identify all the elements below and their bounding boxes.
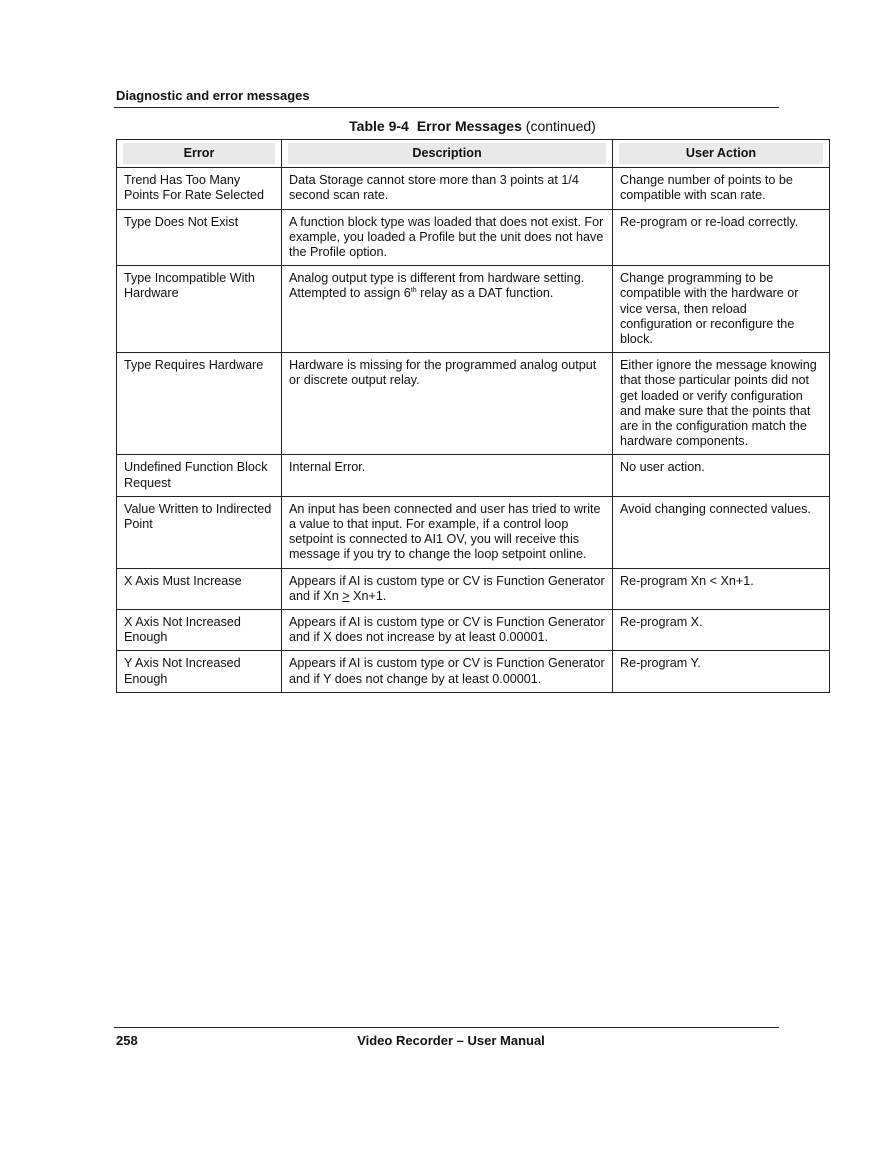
description-cell: Appears if AI is custom type or CV is Function Generator and if Y does not change by at least 0.00001.	[282, 651, 613, 692]
description-cell: Appears if AI is custom type or CV is Function Generator and if X does not increase by at least 0.00001.	[282, 610, 613, 651]
user-action-cell: Re-program Xn < Xn+1.	[613, 568, 830, 609]
table-caption-label: Table 9-4	[349, 118, 409, 134]
table-row	[117, 455, 830, 496]
section-header: Diagnostic and error messages	[116, 88, 310, 103]
user-action-cell: Re-program X.	[613, 610, 830, 651]
user-action-cell: Re-program Y.	[613, 651, 830, 692]
column-header-user-action: User Action	[613, 140, 830, 168]
table-caption-title: Error Messages	[416, 118, 522, 134]
user-action-cell: Avoid changing connected values.	[613, 496, 830, 568]
ordinal-superscript: th	[410, 287, 417, 295]
user-action-cell: Change number of points to be compatible with scan rate.	[613, 168, 830, 209]
error-cell: Undefined Function Block Request	[117, 455, 282, 496]
table-row	[117, 568, 830, 609]
error-cell: X Axis Must Increase	[117, 568, 282, 609]
table-caption-suffix: (continued)	[525, 118, 596, 134]
user-action-cell: No user action.	[613, 455, 830, 496]
table-row	[117, 168, 830, 209]
table-header-row	[117, 140, 830, 168]
error-cell: Value Written to Indirected Point	[117, 496, 282, 568]
error-cell: X Axis Not Increased Enough	[117, 610, 282, 651]
header-divider	[114, 107, 779, 108]
error-cell: Trend Has Too Many Points For Rate Selected	[117, 168, 282, 209]
user-action-cell: Either ignore the message knowing that those particular points did not get loaded or verify configuration and make sure that the points that are in the configuration match the hardware components.	[613, 353, 830, 455]
description-cell: Appears if AI is custom type or CV is Function Generator and if Xn > Xn+1.	[282, 568, 613, 609]
table-row	[117, 610, 830, 651]
error-cell: Y Axis Not Increased Enough	[117, 651, 282, 692]
description-cell: Data Storage cannot store more than 3 points at 1/4 second scan rate.	[282, 168, 613, 209]
error-cell: Type Does Not Exist	[117, 209, 282, 266]
description-cell: An input has been connected and user has tried to write a value to that input. For example, if a control loop setpoint is connected to AI1 OV, you will receive this message if you try to change the loop setpoint online.	[282, 496, 613, 568]
user-action-cell: Change programming to be compatible with the hardware or vice versa, then reload configuration or reconfigure the block.	[613, 266, 830, 353]
error-messages-table	[116, 139, 830, 693]
page-number: 258	[116, 1033, 138, 1048]
error-cell: Type Incompatible With Hardware	[117, 266, 282, 353]
description-cell: A function block type was loaded that does not exist. For example, you loaded a Profile but the unit does not have the Profile option.	[282, 209, 613, 266]
user-action-cell: Re-program or re-load correctly.	[613, 209, 830, 266]
description-cell: Internal Error.	[282, 455, 613, 496]
error-cell: Type Requires Hardware	[117, 353, 282, 455]
description-cell: Analog output type is different from hardware setting. Attempted to assign 6th relay as a DAT function.	[282, 266, 613, 353]
table-row	[117, 266, 830, 353]
table-caption	[116, 118, 829, 134]
description-cell: Hardware is missing for the programmed analog output or discrete output relay.	[282, 353, 613, 455]
table-row	[117, 353, 830, 455]
column-header-description: Description	[282, 140, 613, 168]
greater-equal-symbol: >	[342, 588, 350, 603]
column-header-error: Error	[117, 140, 282, 168]
table-row	[117, 496, 830, 568]
table-row	[117, 209, 830, 266]
table-row	[117, 651, 830, 692]
footer-divider	[114, 1027, 779, 1028]
footer-title: Video Recorder – User Manual	[357, 1033, 545, 1048]
